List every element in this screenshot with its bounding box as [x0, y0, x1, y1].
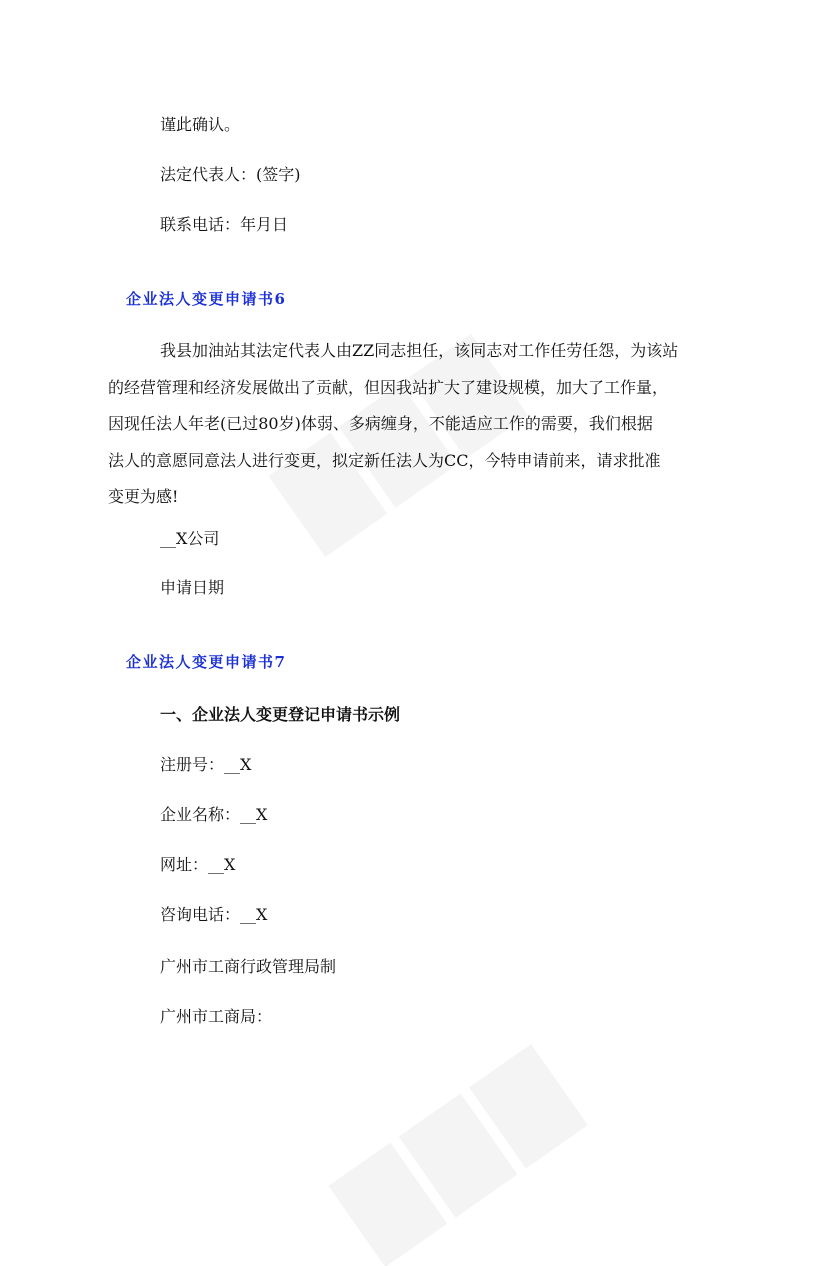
section-heading-6: 企业法人变更申请书6: [126, 290, 287, 308]
issuer-line: 广州市工商行政管理局制: [160, 957, 337, 976]
watermark: [321, 1026, 596, 1265]
paragraph-line: 的经营管理和经济发展做出了贡献，但因我站扩大了建设规模，加大了工作量，: [108, 377, 669, 397]
paragraph-line: 因现任法人年老(已过80岁)体弱、多病缠身，不能适应工作的需要，我们根据: [108, 414, 653, 433]
registration-number-field: 注册号：__X: [160, 755, 252, 774]
company-line: __X公司: [160, 529, 220, 548]
section-heading-7: 企业法人变更申请书7: [126, 653, 287, 671]
addressee-line: 广州市工商局：: [160, 1007, 273, 1026]
section6-paragraph: [108, 340, 728, 523]
inquiry-phone-field: 咨询电话：__X: [160, 905, 268, 924]
paragraph-line: 法人的意愿同意法人进行变更，拟定新任法人为CC，今特申请前来，请求批准: [108, 450, 661, 470]
paragraph-line: 变更为感!: [108, 487, 179, 506]
confirmation-line: 谨此确认。: [160, 115, 241, 134]
website-field: 网址：__X: [160, 855, 236, 874]
legal-rep-signature-line: 法定代表人：(签字): [160, 165, 301, 184]
section7-subheading: 一、企业法人变更登记申请书示例: [160, 705, 401, 724]
paragraph-line: 我县加油站其法定代表人由ZZ同志担任，该同志对工作任劳任怨，为该站: [160, 341, 679, 360]
company-name-field: 企业名称：__X: [160, 805, 268, 824]
application-date-line: 申请日期: [160, 578, 225, 597]
contact-phone-line: 联系电话：年月日: [160, 215, 289, 234]
